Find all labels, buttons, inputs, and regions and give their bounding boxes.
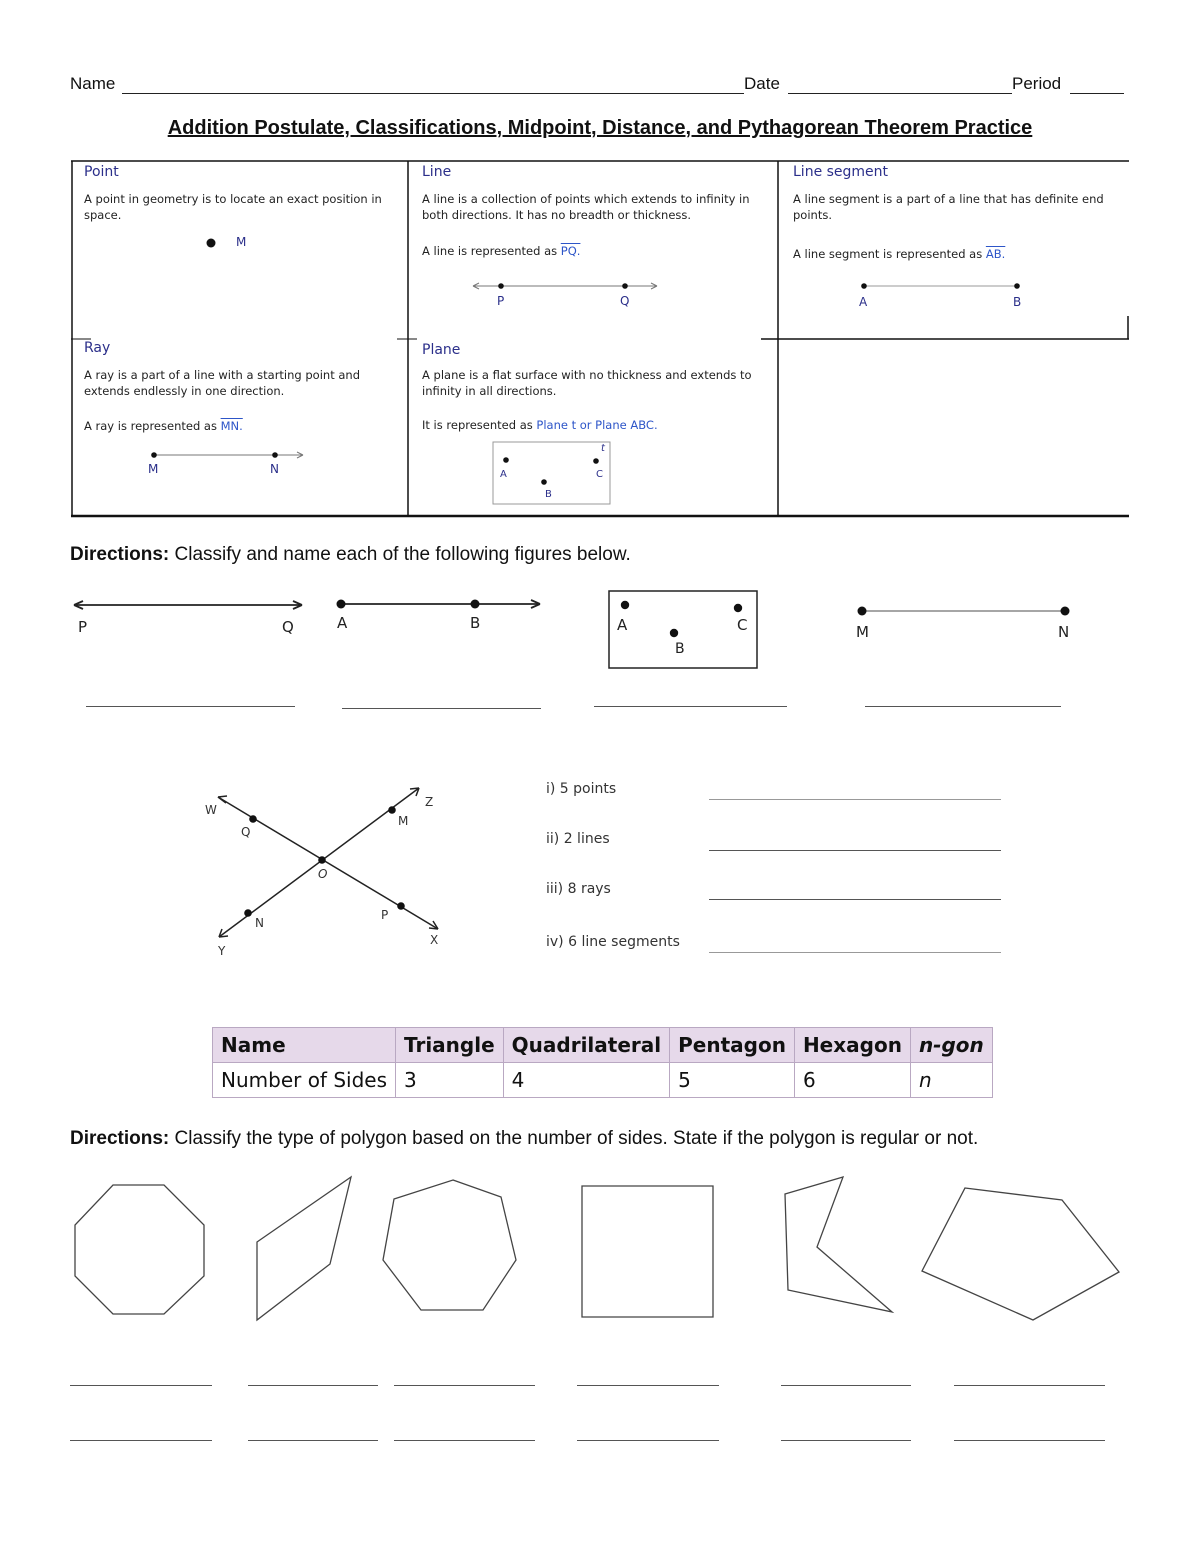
plane-rep-symbol: Plane t or Plane ABC. [536, 418, 658, 432]
answer-polygon-4-type[interactable] [577, 1385, 719, 1386]
point-label: M [236, 235, 247, 249]
ray-rep-symbol: MN. [220, 419, 243, 433]
ray-heading: Ray [84, 340, 111, 356]
directions-text: Classify the type of polygon based on the number of sides. State if the polygon is regular or not. [169, 1128, 979, 1149]
plane-label-a: A [500, 469, 507, 480]
page-title: Addition Postulate, Classifications, Midpoint, Distance, and Pythagorean Theorem Practice [167, 117, 1033, 139]
figure-plane-label-c: C [737, 616, 748, 634]
figure-line-label-p: P [78, 618, 88, 636]
answer-figure-2[interactable] [342, 708, 541, 709]
polygon-table-row [213, 1063, 993, 1098]
point-heading: Point [84, 164, 119, 180]
polygon-heptagon [383, 1180, 516, 1310]
intersect-label-y: Y [218, 944, 226, 958]
point-dot [206, 238, 216, 248]
polygon-octagon [75, 1185, 204, 1314]
figure-plane-abc [608, 590, 758, 670]
table-cell: 5 [670, 1063, 795, 1098]
answer-polygon-1-regular[interactable] [70, 1440, 212, 1441]
figure-segment-label-n: N [1058, 623, 1070, 641]
answer-polygon-5-regular[interactable] [781, 1440, 911, 1441]
plane-rep-text: It is represented as [422, 418, 533, 432]
polygon-table-header [213, 1028, 993, 1063]
period-label: Period [1012, 74, 1062, 93]
segment-rep [793, 246, 1005, 262]
date-field[interactable] [788, 93, 1012, 94]
line-rep [422, 243, 580, 259]
figure-plane-label-a: A [617, 616, 628, 634]
figure-plane-label-b: B [675, 641, 685, 657]
table-cell: n [910, 1063, 992, 1098]
answer-polygon-6-regular[interactable] [954, 1440, 1105, 1441]
table-header-cell: Quadrilateral [503, 1028, 669, 1063]
figure-ray-ab [335, 597, 545, 611]
question-points: i) 5 points [546, 781, 617, 797]
answer-lines[interactable] [709, 850, 1001, 851]
ray-rep [84, 418, 243, 434]
table-cell: 4 [503, 1063, 669, 1098]
name-field[interactable] [122, 93, 744, 94]
plane-text: A plane is a flat surface with no thickness and extends to infinity in all directions. [422, 368, 752, 398]
segment-rep-text: A line segment is represented as [793, 247, 983, 261]
intersect-label-z: Z [425, 795, 434, 809]
figure-line-label-q: Q [282, 618, 294, 636]
table-header-cell: Pentagon [670, 1028, 795, 1063]
plane-rep [422, 417, 658, 433]
intersect-label-p: P [381, 908, 389, 922]
period-field[interactable] [1070, 93, 1124, 94]
plane-diagram [492, 441, 612, 505]
table-cell: 6 [794, 1063, 910, 1098]
polygon-square [582, 1186, 713, 1317]
polygon-sides-table [212, 1027, 993, 1098]
line-text: A line is a collection of points which extends to infinity in both directions. It has no breadth or thickness. [422, 192, 750, 222]
line-label-q: Q [620, 294, 630, 308]
question-rays: iii) 8 rays [546, 881, 611, 897]
directions-polygons [70, 1128, 978, 1150]
polygon-concave-quadrilateral [785, 1177, 892, 1312]
answer-points[interactable] [709, 799, 1001, 800]
answer-figure-4[interactable] [865, 706, 1061, 707]
answer-polygon-4-regular[interactable] [577, 1440, 719, 1441]
answer-figure-1[interactable] [86, 706, 295, 707]
table-header-cell: n-gon [910, 1028, 992, 1063]
segment-heading: Line segment [793, 164, 889, 180]
figure-line-pq [72, 598, 312, 612]
ray-diagram [149, 450, 309, 460]
intersect-label-o: O [318, 867, 328, 881]
line-rep-text: A line is represented as [422, 244, 558, 258]
figure-ray-label-b: B [470, 614, 481, 632]
table-cell: 3 [396, 1063, 504, 1098]
intersecting-lines-diagram [205, 782, 455, 962]
answer-polygon-6-type[interactable] [954, 1385, 1105, 1386]
answer-rays[interactable] [709, 899, 1001, 900]
intersect-label-x: X [430, 933, 439, 947]
polygons-row [70, 1172, 1130, 1322]
directions-text: Classify and name each of the following figures below. [169, 544, 631, 565]
plane-label-t: t [601, 443, 605, 454]
segment-label-b: B [1013, 295, 1022, 309]
intersect-label-w: W [205, 803, 217, 817]
line-label-p: P [497, 294, 505, 308]
segment-rep-symbol: AB. [985, 247, 1006, 261]
answer-polygon-1-type[interactable] [70, 1385, 212, 1386]
plane-heading: Plane [422, 342, 461, 358]
directions-bold: Directions: [70, 1128, 170, 1149]
figure-segment-label-m: M [856, 623, 869, 641]
plane-label-c: C [596, 469, 603, 480]
polygon-pentagon [922, 1188, 1119, 1320]
segment-diagram [859, 281, 1019, 291]
line-diagram [471, 281, 661, 291]
answer-polygon-5-type[interactable] [781, 1385, 911, 1386]
segment-label-a: A [859, 295, 868, 309]
plane-label-b: B [545, 489, 552, 500]
figure-ray-label-a: A [337, 614, 348, 632]
ray-label-n: N [270, 462, 279, 476]
directions-classify [70, 544, 631, 566]
definitions-table [71, 161, 1129, 517]
intersect-label-n: N [255, 916, 264, 930]
line-rep-symbol: PQ. [560, 244, 581, 258]
intersect-label-m: M [398, 814, 409, 828]
ray-text: A ray is a part of a line with a starting point and extends endlessly in one direction. [84, 368, 360, 398]
point-text: A point in geometry is to locate an exact position in space. [84, 192, 382, 222]
answer-polygon-3-regular[interactable] [394, 1440, 535, 1441]
table-header-cell: Hexagon [794, 1028, 910, 1063]
date-label: Date [744, 74, 780, 93]
polygon-parallelogram [257, 1177, 351, 1320]
answer-polygon-3-type[interactable] [394, 1385, 535, 1386]
answer-polygon-2-regular[interactable] [248, 1440, 378, 1441]
question-segments: iv) 6 line segments [546, 934, 680, 950]
segment-text: A line segment is a part of a line that has definite end points. [793, 192, 1104, 222]
intersect-label-q: Q [241, 825, 251, 839]
table-cell: Number of Sides [213, 1063, 396, 1098]
directions-bold: Directions: [70, 544, 170, 565]
answer-figure-3[interactable] [594, 706, 787, 707]
ray-rep-text: A ray is represented as [84, 419, 217, 433]
ray-label-m: M [148, 462, 159, 476]
answer-segments[interactable] [709, 952, 1001, 953]
line-heading: Line [422, 164, 452, 180]
table-header-cell: Triangle [396, 1028, 504, 1063]
figure-segment-mn [856, 605, 1070, 617]
name-label: Name [70, 74, 116, 93]
answer-polygon-2-type[interactable] [248, 1385, 378, 1386]
question-lines: ii) 2 lines [546, 831, 610, 847]
table-header-cell: Name [213, 1028, 396, 1063]
